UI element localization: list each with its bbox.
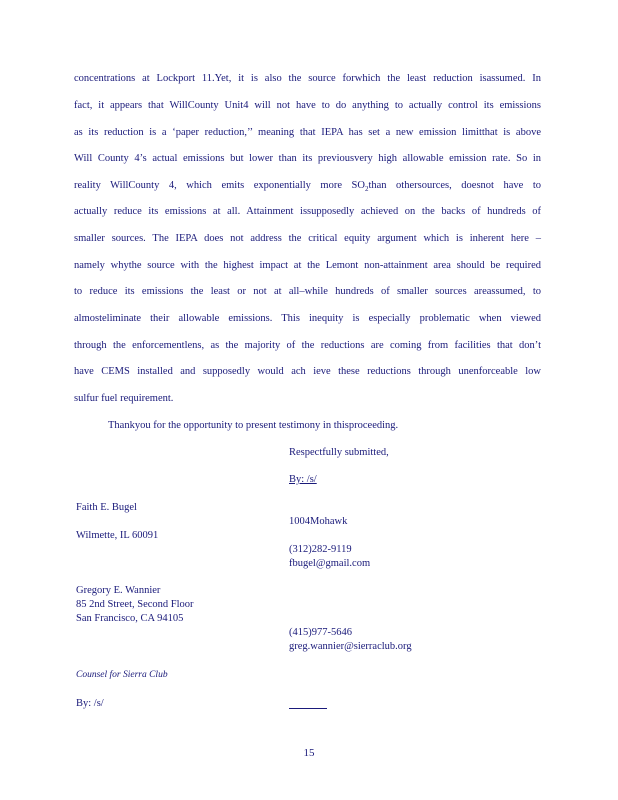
signature-by-line-2: By: /s/ — [76, 698, 104, 709]
faith-phone: (312)282-9119 — [289, 544, 352, 555]
body-line-part: reality WillCounty 4, which emits exponentially more SO — [74, 180, 365, 191]
signature-by-line: By: /s/ — [289, 474, 317, 485]
greg-city: San Francisco, CA 94105 — [76, 613, 184, 624]
counsel-line: Counsel for Sierra Club — [76, 670, 168, 680]
body-line: as its reduction is a ‘paper reduction,’’ meaning that IEPA has set a new emission limitthat is above — [74, 127, 541, 138]
body-line-so2 — [74, 180, 541, 195]
body-line: through the enforcementlens, as the majority of the reductions are coming from facilities that don’t — [74, 340, 541, 351]
body-line: concentrations at Lockport 11.Yet, it is also the source forwhich the least reduction isassumed. In — [74, 73, 541, 84]
greg-phone: (415)977-5646 — [289, 627, 352, 638]
thanks-line: Thankyou for the opportunity to present testimony in thisproceeding. — [108, 420, 399, 431]
faith-name: Faith E. Bugel — [76, 502, 137, 513]
body-line: have CEMS installed and supposedly would ach ieve these reductions through unenforceable low — [74, 366, 541, 377]
body-line: actually reduce its emissions at all. Attainment issupposedly achieved on the backs of hundreds of — [74, 206, 541, 217]
faith-street: 1004Mohawk — [289, 516, 348, 527]
greg-email: greg.wannier@sierraclub.org — [289, 641, 412, 652]
faith-city: Wilmette, IL 60091 — [76, 530, 159, 541]
greg-name: Gregory E. Wannier — [76, 585, 161, 596]
subscript-two: 2 — [364, 185, 369, 194]
greg-street: 85 2nd Street, Second Floor — [76, 599, 194, 610]
respectfully-submitted: Respectfully submitted, — [289, 447, 389, 458]
body-line: namely whythe source with the highest impact at the Lemont non-attainment area should be required — [74, 260, 541, 271]
body-line: almosteliminate their allowable emissions. This inequity is especially problematic when viewed — [74, 313, 541, 324]
body-line: sulfur fuel requirement. — [74, 393, 174, 404]
body-line: smaller sources. The IEPA does not address the critical equity argument which is inherent here – — [74, 233, 541, 244]
page-number: 15 — [303, 747, 315, 759]
body-line: Will County 4’s actual emissions but lower than its previousvery high allowable emission rate. So in — [74, 153, 541, 164]
faith-email: fbugel@gmail.com — [289, 558, 371, 569]
signature-rule — [289, 708, 327, 709]
body-line: fact, it appears that WillCounty Unit4 will not have to do anything to actually control its emissions — [74, 100, 541, 111]
body-line: to reduce its emissions the least or not at all–while hundreds of smaller sources areassumed, to — [74, 286, 541, 297]
body-line-part: than othersources, doesnot have to — [368, 180, 541, 191]
